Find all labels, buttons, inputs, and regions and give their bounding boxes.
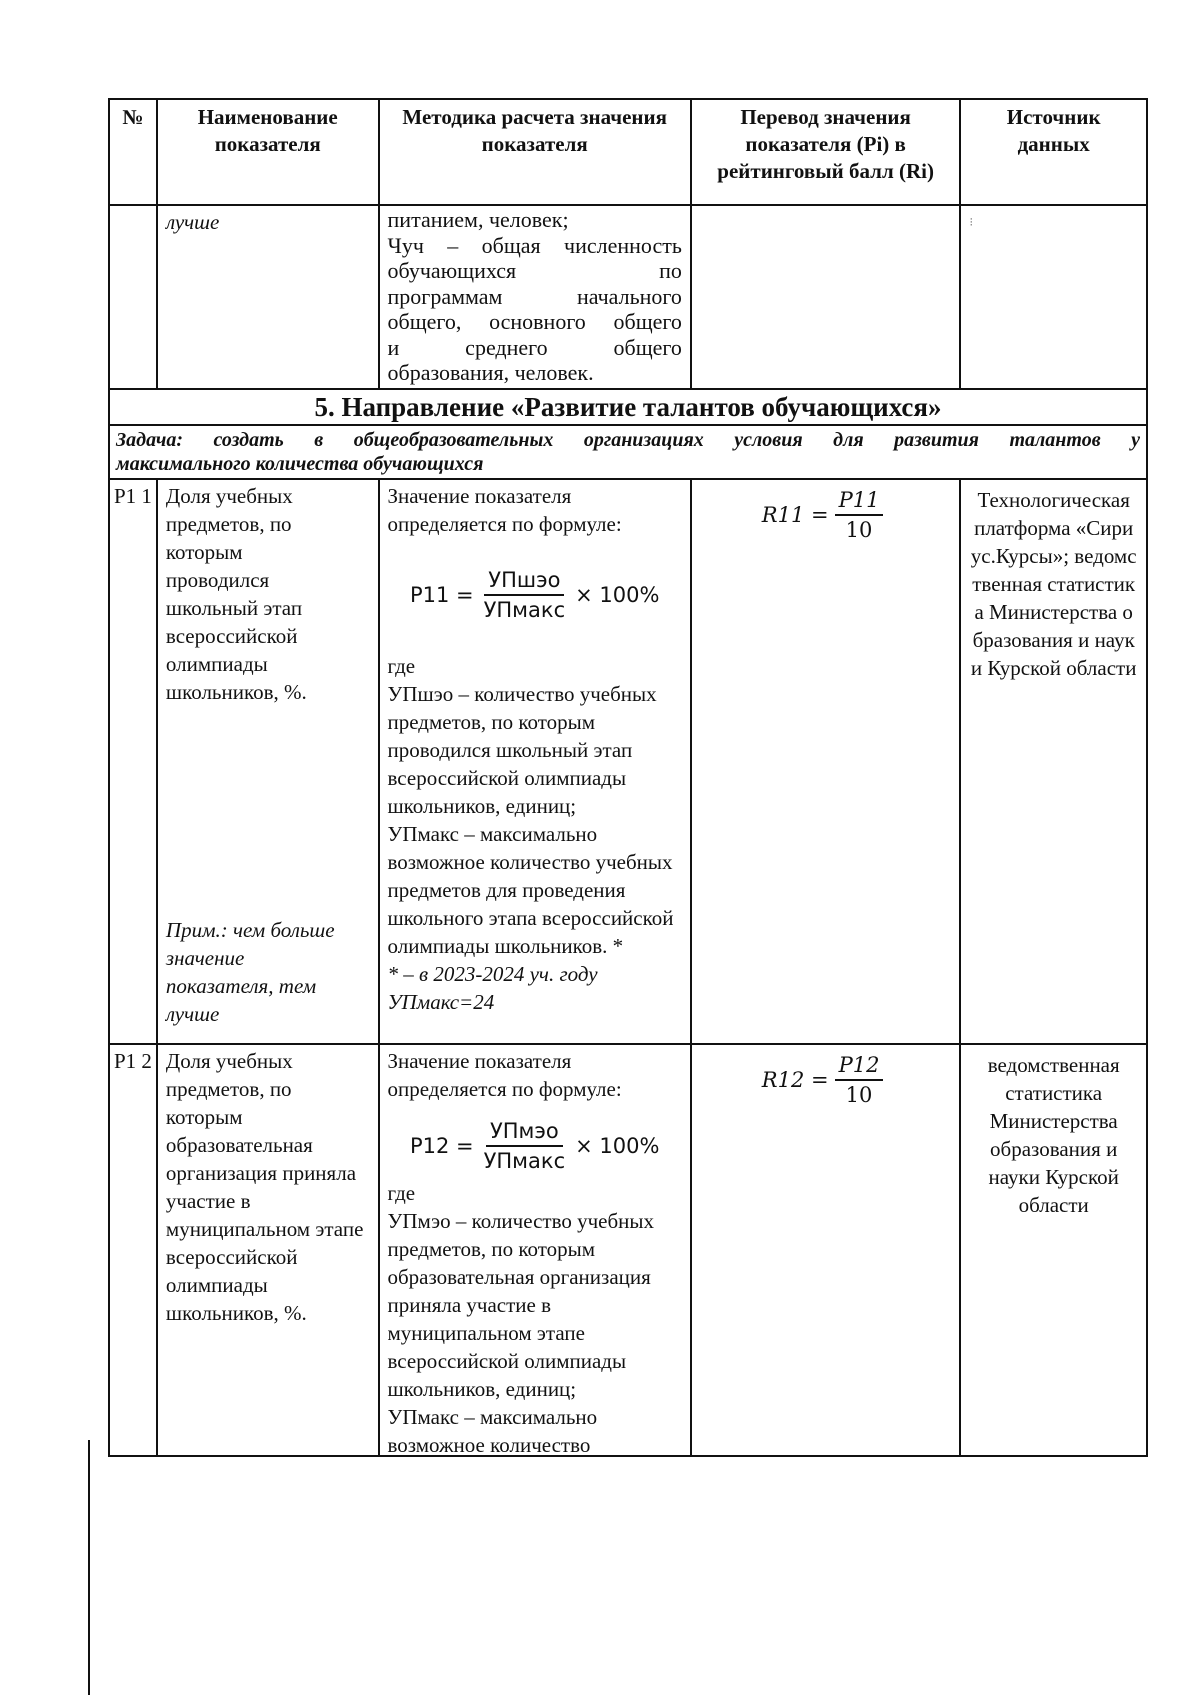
indicator-source: Технологическая платформа «Сириус.Курсы»; ведомственная статистика Министерства образования и науки Курской области	[961, 480, 1148, 1043]
rating-formula-r12	[700, 1051, 951, 1109]
formula-p12	[388, 1117, 682, 1175]
task-line: максимального количества обучающихся	[116, 453, 484, 475]
indicator-row-p12	[110, 1045, 1148, 1457]
continuation-row	[110, 206, 1148, 390]
task-row	[110, 426, 1148, 480]
method-definition: УПмакс – максимально возможное количество учебных предметов для проведения школьного этапа всероссийской олимпиады школьников. *	[387, 822, 674, 958]
rating-fraction	[835, 1051, 884, 1109]
header-method: Методика расчета значения показателя	[380, 100, 692, 204]
continuation-rating	[692, 206, 961, 388]
indicator-source: ведомственная статистика Министерства образования и науки Курской области	[961, 1045, 1148, 1455]
rating-fraction	[835, 486, 884, 544]
method-definition: УПшэо – количество учебных предметов, по которым проводился школьный этап всероссийской олимпиады школьников, единиц;	[387, 682, 657, 818]
rating-lhs: R11 =	[761, 503, 829, 527]
method-line: питанием, человек;	[387, 207, 569, 232]
indicator-name-text: Доля учебных предметов, по которым образовательная организация приняла участие в муниципальном этапе всероссийской олимпиады школьников, %.	[165, 1049, 364, 1325]
method-footnote: * – в 2023-2024 уч. году УПмакс=24	[387, 962, 598, 1014]
indicator-method	[380, 480, 692, 1043]
method-line: и среднего общего	[387, 334, 682, 360]
continuation-method	[380, 206, 692, 388]
method-where: где	[387, 1181, 416, 1205]
section-task	[110, 426, 1148, 478]
header-data-source: Источник данных	[961, 100, 1148, 204]
formula-numerator: УПшэо	[484, 566, 564, 596]
continuation-name: лучше	[158, 206, 380, 388]
indicators-table	[108, 98, 1148, 1457]
formula-p11	[388, 566, 682, 624]
rating-denominator: 10	[845, 1083, 873, 1107]
header-indicator-name: Наименование показателя	[158, 100, 380, 204]
method-line: образования, человек.	[387, 360, 594, 385]
method-definition: УПмэо – количество учебных предметов, по которым образовательная организация приняла участие в муниципальном этапе всероссийской олимпиады школьников, единиц;	[387, 1209, 655, 1401]
method-intro: Значение показателя определяется по формуле:	[387, 1049, 622, 1101]
formula-denominator: УПмакс	[483, 1149, 566, 1173]
indicator-note: Прим.: чем больше значение показателя, тем лучше	[165, 918, 335, 1026]
formula-rhs: × 100%	[575, 583, 660, 607]
method-line: программам начального	[387, 283, 682, 309]
task-line: Задача: создать в общеобразовательных организациях условия для развития талантов у	[116, 429, 1140, 451]
method-line: Чуч – общая численность	[387, 232, 682, 258]
rating-denominator: 10	[845, 518, 873, 542]
rating-lhs: R12 =	[761, 1068, 829, 1092]
continuation-source: ⁝	[961, 206, 1148, 388]
method-definition: УПмакс – максимально возможное количество	[387, 1405, 598, 1457]
scan-margin-line	[88, 1440, 90, 1695]
method-line: обучающихся по	[387, 258, 682, 283]
rating-numerator: P11	[835, 486, 884, 516]
section-title: 5. Направление «Развитие талантов обучающихся»	[110, 390, 1148, 424]
formula-lhs: P12 =	[409, 1134, 474, 1158]
indicator-number: Р1 2	[110, 1045, 158, 1455]
formula-denominator: УПмакс	[483, 598, 566, 622]
indicator-row-p11	[110, 480, 1148, 1045]
table-header	[110, 100, 1148, 206]
indicator-method	[380, 1045, 692, 1455]
formula-fraction	[480, 1117, 570, 1175]
indicator-rating	[692, 480, 961, 1043]
header-number: №	[110, 100, 158, 204]
formula-rhs: × 100%	[575, 1134, 660, 1158]
method-where: где	[387, 654, 416, 678]
formula-lhs: P11 =	[409, 583, 474, 607]
indicator-name-text: Доля учебных предметов, по которым проводился школьный этап всероссийской олимпиады школьников, %.	[165, 484, 307, 704]
indicator-number: Р1 1	[110, 480, 158, 1043]
formula-fraction	[480, 566, 570, 624]
rating-numerator: P12	[835, 1051, 884, 1081]
section-heading-row	[110, 390, 1148, 426]
header-rating-conversion: Перевод значения показателя (Pi) в рейтинговый балл (Ri)	[692, 100, 961, 204]
formula-numerator: УПмэо	[486, 1117, 563, 1147]
method-intro: Значение показателя определяется по формуле:	[387, 484, 622, 536]
rating-formula-r11	[700, 486, 951, 544]
continuation-number	[110, 206, 158, 388]
indicator-rating	[692, 1045, 961, 1455]
indicator-name	[158, 480, 380, 1043]
method-line: общего, основного общего	[387, 309, 682, 334]
indicator-name	[158, 1045, 380, 1455]
